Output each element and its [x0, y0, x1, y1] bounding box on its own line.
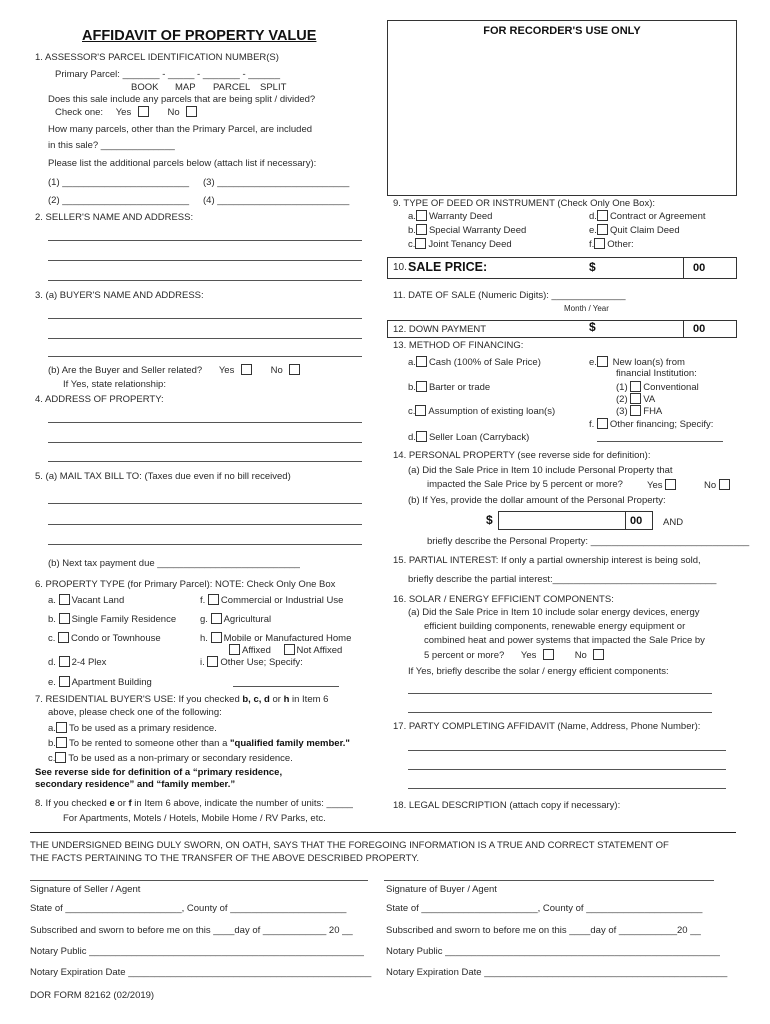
s9-e-letter: e. [589, 225, 597, 236]
split-yes-label: Yes [115, 107, 132, 118]
month-year-hint: Month / Year [564, 304, 609, 313]
s10-num: 10. [393, 262, 407, 273]
s6-b-letter: b. [48, 614, 56, 625]
s9-heading: 9. TYPE OF DEED OR INSTRUMENT (Check Only One Box): [393, 198, 656, 209]
not-affixed-label: Not Affixed [296, 645, 343, 656]
buyer-notary-expiration[interactable]: Notary Expiration Date ______________________________________________ [386, 967, 728, 978]
seller-signature-label: Signature of Seller / Agent [30, 884, 141, 895]
party-line-3[interactable] [408, 788, 726, 789]
s6-heading: 6. PROPERTY TYPE (for Primary Parcel): NOTE: Check Only One Box [35, 579, 336, 590]
buyer-line-2[interactable] [48, 338, 362, 339]
s6-option-i[interactable] [200, 656, 303, 669]
s13-option-f[interactable] [589, 418, 713, 431]
s16-no-checkbox[interactable] [593, 649, 604, 660]
s7-b-checkbox[interactable] [56, 737, 67, 748]
s14-a-line2: impacted the Sale Price by 5 percent or more? [427, 479, 623, 490]
s8-line1-b2: f [128, 798, 132, 809]
recorder-use-box [387, 20, 737, 196]
s6-h-checkbox[interactable] [211, 632, 222, 643]
other-use-line[interactable] [233, 686, 339, 687]
s6-d-checkbox[interactable] [59, 656, 70, 667]
s14-heading: 14. PERSONAL PROPERTY (see reverse side for definition): [393, 450, 651, 461]
next-tax-payment[interactable]: (b) Next tax payment due ___________________________ [48, 558, 300, 569]
s8-line1-mid: or [114, 798, 129, 809]
address-line-3[interactable] [48, 461, 362, 462]
not-affixed-checkbox[interactable] [284, 644, 295, 655]
s13-e-label: New loan(s) from [612, 357, 685, 368]
split-yes-checkbox[interactable] [138, 106, 149, 117]
s13-e2-label: VA [643, 394, 656, 405]
mail-line-3[interactable] [48, 544, 362, 545]
s7-option-a[interactable] [48, 722, 217, 735]
s7-a-checkbox[interactable] [56, 722, 67, 733]
s14-yes-label: Yes [647, 480, 663, 491]
down-payment-dollar: $ [589, 320, 596, 334]
s13-e1-label: Conventional [643, 382, 699, 393]
s8-line1-post: in Item 6 above, indicate the number of units: _____ [131, 798, 353, 809]
s3-heading: 3. (a) BUYER'S NAME AND ADDRESS: [35, 290, 204, 301]
s7-note-1: See reverse side for definition of a “primary residence, [35, 767, 283, 778]
buyer-line-1[interactable] [48, 318, 362, 319]
s6-c-checkbox[interactable] [58, 632, 69, 643]
address-line-2[interactable] [48, 442, 362, 443]
split-no-label: No [167, 107, 180, 118]
s7-c-checkbox[interactable] [55, 752, 66, 763]
list-additional-parcels: Please list the additional parcels below (attach list if necessary): [48, 158, 317, 169]
seller-state-county[interactable]: State of ______________________, County of ______________________ [30, 903, 347, 914]
seller-notary-public[interactable]: Notary Public ____________________________________________________ [30, 946, 364, 957]
parcel-label: PARCEL [213, 82, 251, 93]
s7-c-label: To be used as a non-primary or secondary residence. [68, 753, 293, 764]
s15-line2[interactable]: briefly describe the partial interest:_______________________________ [408, 574, 717, 585]
sale-price-cents: 00 [693, 262, 706, 274]
s13-d-label: Seller Loan (Carryback) [428, 432, 530, 443]
s9-c-checkbox[interactable] [415, 238, 426, 249]
affixed-label: Affixed [242, 645, 271, 656]
s9-f-letter: f. [589, 239, 595, 250]
additional-parcel-4[interactable]: (4) _________________________ [203, 195, 350, 206]
additional-parcel-3[interactable]: (3) _________________________ [203, 177, 350, 188]
split-check-row [55, 106, 199, 119]
s13-d-letter: d. [408, 432, 416, 443]
s18-heading: 18. LEGAL DESCRIPTION (attach copy if necessary): [393, 800, 621, 811]
s9-a-label: Warranty Deed [428, 211, 493, 222]
s13-b-letter: b. [408, 382, 416, 393]
down-payment-cents: 00 [693, 323, 706, 335]
s9-b-checkbox[interactable] [416, 224, 427, 235]
s7-line1-bold: b, c, d [242, 694, 270, 705]
s13-b-label: Barter or trade [428, 382, 491, 393]
buyer-notary-public[interactable]: Notary Public ____________________________________________________ [386, 946, 720, 957]
s14-b-line: (b) If Yes, provide the dollar amount of the Personal Property: [408, 495, 666, 506]
s13-b-checkbox[interactable] [416, 381, 427, 392]
s13-e2-number: (2) [616, 394, 628, 405]
s16-a-line4 [424, 649, 606, 662]
s6-i-letter: i. [200, 657, 205, 668]
address-line-1[interactable] [48, 422, 362, 423]
s6-b-checkbox[interactable] [59, 613, 70, 624]
personal-property-divider [625, 511, 626, 530]
s6-g-label: Agricultural [223, 614, 272, 625]
oath-line-1: THE UNDERSIGNED BEING DULY SWORN, ON OATH, SAYS THAT THE FOREGOING INFORMATION IS A TRUE AND CORRECT STATEMENT OF [30, 840, 669, 851]
split-label: SPLIT [260, 82, 287, 93]
s9-b-letter: b. [408, 225, 416, 236]
s13-c-label: Assumption of existing loan(s) [428, 406, 556, 417]
s13-option-e3[interactable] [616, 405, 662, 418]
s13-a-letter: a. [408, 357, 416, 368]
s16-a-line4-text: 5 percent or more? [424, 650, 505, 661]
s7-line1-bold2: h [283, 694, 290, 705]
s16-heading: 16. SOLAR / ENERGY EFFICIENT COMPONENTS: [393, 594, 614, 605]
s6-e-checkbox[interactable] [59, 676, 70, 687]
s14-cents: 00 [630, 515, 643, 527]
s14-a-line1: (a) Did the Sale Price in Item 10 include Personal Property that [408, 465, 673, 476]
s14-dollar: $ [486, 513, 493, 527]
s6-h-label: Mobile or Manufactured Home [223, 633, 352, 644]
s14-yes-option[interactable] [647, 479, 678, 492]
down-payment-label: 12. DOWN PAYMENT [393, 324, 487, 335]
s7-a-letter: a. [48, 723, 56, 734]
s14-yes-checkbox[interactable] [665, 479, 676, 490]
s7-note-2: secondary residence” and “family member.” [35, 779, 236, 790]
s9-option-e[interactable] [589, 224, 680, 237]
other-financing-line[interactable] [597, 441, 723, 442]
s1-heading: 1. ASSESSOR'S PARCEL IDENTIFICATION NUMBER(S) [35, 52, 279, 63]
s16-a-line1: (a) Did the Sale Price in Item 10 include solar energy devices, energy [408, 607, 700, 618]
s6-d-letter: d. [48, 657, 56, 668]
s13-option-d[interactable] [408, 431, 529, 444]
s9-e-checkbox[interactable] [597, 224, 608, 235]
s17-heading: 17. PARTY COMPLETING AFFIDAVIT (Name, Address, Phone Number): [393, 721, 701, 732]
s9-e-label: Quit Claim Deed [609, 225, 680, 236]
solar-line-1[interactable] [408, 693, 712, 694]
down-payment-divider [683, 320, 684, 338]
seller-notary-expiration[interactable]: Notary Expiration Date ______________________________________________ [30, 967, 372, 978]
buyer-line-3[interactable] [48, 356, 362, 357]
related-question: (b) Are the Buyer and Seller related? [48, 365, 203, 376]
s14-no-label: No [704, 480, 717, 491]
split-question: Does this sale include any parcels that are being split / divided? [48, 94, 316, 105]
s7-a-label: To be used as a primary residence. [68, 723, 217, 734]
s13-heading: 13. METHOD OF FINANCING: [393, 340, 524, 351]
oath-line-2: THE FACTS PERTAINING TO THE TRANSFER OF THE ABOVE DESCRIBED PROPERTY. [30, 853, 420, 864]
s14-no-option[interactable] [704, 479, 732, 492]
book-label: BOOK [131, 82, 159, 93]
s9-f-checkbox[interactable] [594, 238, 605, 249]
s6-i-checkbox[interactable] [207, 656, 218, 667]
s7-b-letter: b. [48, 738, 56, 749]
map-label: MAP [175, 82, 196, 93]
s14-and: AND [663, 517, 684, 528]
s9-c-letter: c. [408, 239, 416, 250]
s8-line1[interactable] [35, 798, 353, 810]
s6-f-letter: f. [200, 595, 206, 606]
s7-line1-pre: 7. RESIDENTIAL BUYER'S USE: If you checked [35, 694, 243, 705]
s5-heading: 5. (a) MAIL TAX BILL TO: (Taxes due even if no bill received) [35, 471, 291, 482]
date-of-sale-field[interactable]: 11. DATE OF SALE (Numeric Digits): ______________ [393, 290, 626, 301]
s6-option-c[interactable] [48, 632, 161, 645]
recorder-box-label: FOR RECORDER'S USE ONLY [483, 25, 641, 37]
s6-g-letter: g. [200, 614, 208, 625]
s13-e3-label: FHA [643, 406, 663, 417]
related-row [48, 364, 302, 377]
seller-sworn-date[interactable]: Subscribed and sworn to before me on this ____day of ____________ 20 __ [30, 925, 353, 936]
s13-a-label: Cash (100% of Sale Price) [428, 357, 541, 368]
s16-a-line3: combined heat and power systems that impacted the Sale Price by [424, 635, 705, 646]
s13-e1-number: (1) [616, 382, 628, 393]
s13-e-checkbox[interactable] [597, 356, 608, 367]
mail-line-2[interactable] [48, 524, 362, 525]
how-many-parcels-2[interactable]: in this sale? ______________ [48, 140, 175, 151]
s9-d-letter: d. [589, 211, 597, 222]
s13-f-checkbox[interactable] [597, 418, 608, 429]
s7-b-label: To be rented to someone other than a [68, 738, 231, 749]
s13-c-checkbox[interactable] [415, 405, 426, 416]
how-many-parcels-1: How many parcels, other than the Primary Parcel, are included [48, 124, 313, 135]
primary-parcel-field[interactable]: Primary Parcel: _______ - _____ - _______ - ______ [55, 69, 280, 80]
s6-g-checkbox[interactable] [211, 613, 222, 624]
s14-no-checkbox[interactable] [719, 479, 730, 490]
s9-f-label: Other: [607, 239, 634, 250]
s13-a-checkbox[interactable] [416, 356, 427, 367]
s16-no-label: No [574, 650, 587, 661]
s16-if-yes: If Yes, briefly describe the solar / energy efficient components: [408, 666, 669, 677]
s14-describe[interactable]: briefly describe the Personal Property: ______________________________ [427, 536, 750, 547]
s7-line1-post: in Item 6 [289, 694, 329, 705]
seller-line-2[interactable] [48, 260, 362, 261]
s9-a-checkbox[interactable] [416, 210, 427, 221]
buyer-signature-label: Signature of Buyer / Agent [386, 884, 497, 895]
sale-price-label: SALE PRICE: [408, 260, 488, 274]
s15-line1: 15. PARTIAL INTEREST: If only a partial ownership interest is being sold, [393, 555, 701, 566]
s7-c-letter: c. [48, 753, 56, 764]
s13-e1-checkbox[interactable] [630, 381, 641, 392]
s13-option-a[interactable] [408, 356, 541, 369]
buyer-signature-line[interactable] [384, 880, 714, 881]
s7-option-b[interactable] [48, 737, 350, 750]
s9-option-c[interactable] [408, 238, 512, 251]
s13-e3-checkbox[interactable] [630, 405, 641, 416]
s8-line2: For Apartments, Motels / Hotels, Mobile Home / RV Parks, etc. [63, 813, 326, 824]
affixed-checkbox[interactable] [229, 644, 240, 655]
s16-a-line2: efficient building components, renewable energy equipment or [424, 621, 686, 632]
s6-b-label: Single Family Residence [71, 614, 177, 625]
s6-a-checkbox[interactable] [59, 594, 70, 605]
s4-heading: 4. ADDRESS OF PROPERTY: [35, 394, 164, 405]
seller-line-1[interactable] [48, 240, 362, 241]
s6-e-letter: e. [48, 677, 56, 688]
s13-d-checkbox[interactable] [416, 431, 427, 442]
party-line-2[interactable] [408, 769, 726, 770]
s6-f-label: Commercial or Industrial Use [220, 595, 344, 606]
related-yes-label: Yes [218, 365, 235, 376]
s6-a-label: Vacant Land [71, 595, 125, 606]
relationship-label: If Yes, state relationship: [63, 379, 166, 390]
s13-option-c[interactable] [408, 405, 555, 418]
form-number: DOR FORM 82162 (02/2019) [30, 990, 155, 1001]
s6-a-letter: a. [48, 595, 56, 606]
s16-yes-label: Yes [520, 650, 537, 661]
s13-e2-checkbox[interactable] [630, 393, 641, 404]
s13-e3-number: (3) [616, 406, 628, 417]
related-no-checkbox[interactable] [289, 364, 300, 375]
s6-c-label: Condo or Townhouse [71, 633, 161, 644]
s9-c-label: Joint Tenancy Deed [428, 239, 512, 250]
s6-i-label: Other Use; Specify: [220, 657, 303, 668]
s7-heading [35, 694, 328, 706]
s7-line2: above, please check one of the following: [48, 707, 222, 718]
s6-h-letter: h. [200, 633, 208, 644]
additional-parcel-1[interactable]: (1) ________________________ [48, 177, 190, 188]
seller-signature-line[interactable] [30, 880, 368, 881]
s6-option-b[interactable] [48, 613, 176, 626]
related-no-label: No [270, 365, 283, 376]
form-title: AFFIDAVIT OF PROPERTY VALUE [82, 28, 317, 44]
s13-f-letter: f. [589, 419, 595, 430]
s2-heading: 2. SELLER'S NAME AND ADDRESS: [35, 212, 194, 223]
s16-yes-checkbox[interactable] [543, 649, 554, 660]
s9-b-label: Special Warranty Deed [428, 225, 527, 236]
s9-option-b[interactable] [408, 224, 526, 237]
s6-option-f[interactable] [200, 594, 343, 607]
sale-price-divider [683, 257, 684, 279]
s6-f-checkbox[interactable] [208, 594, 219, 605]
s7-option-c[interactable] [48, 752, 293, 765]
oath-divider [30, 832, 736, 833]
check-one-label: Check one: [55, 107, 104, 118]
buyer-sworn-date[interactable]: Subscribed and sworn to before me on this ____day of ___________20 __ [386, 925, 701, 936]
s6-c-letter: c. [48, 633, 56, 644]
s9-option-a[interactable] [408, 210, 492, 223]
buyer-state-county[interactable]: State of ______________________, County of ______________________ [386, 903, 703, 914]
s7-b-label-bold: "qualified family member." [230, 738, 350, 749]
s13-e-label-2: financial Institution: [616, 368, 697, 379]
split-no-checkbox[interactable] [186, 106, 197, 117]
s7-line1-mid: or [269, 694, 284, 705]
sale-price-dollar: $ [589, 260, 596, 274]
solar-line-2[interactable] [408, 712, 712, 713]
s6-d-label: 2-4 Plex [71, 657, 107, 668]
s6-option-e[interactable] [48, 676, 152, 689]
party-line-1[interactable] [408, 750, 726, 751]
s6-option-a[interactable] [48, 594, 124, 607]
additional-parcel-2[interactable]: (2) ________________________ [48, 195, 190, 206]
s6-e-label: Apartment Building [71, 677, 152, 688]
s9-d-checkbox[interactable] [597, 210, 608, 221]
s6-option-d[interactable] [48, 656, 106, 669]
s9-d-label: Contract or Agreement [609, 211, 706, 222]
s9-option-d[interactable] [589, 210, 706, 223]
mail-line-1[interactable] [48, 503, 362, 504]
s8-line1-pre: 8. If you checked [35, 798, 110, 809]
s13-c-letter: c. [408, 406, 416, 417]
s8-line1-b1: e [109, 798, 115, 809]
s9-a-letter: a. [408, 211, 416, 222]
related-yes-checkbox[interactable] [241, 364, 252, 375]
s13-e-letter: e. [589, 357, 597, 368]
s6-option-g[interactable] [200, 613, 271, 626]
s13-option-b[interactable] [408, 381, 490, 394]
s13-f-label: Other financing; Specify: [609, 419, 714, 430]
seller-line-3[interactable] [48, 280, 362, 281]
s9-option-f[interactable] [589, 238, 634, 251]
